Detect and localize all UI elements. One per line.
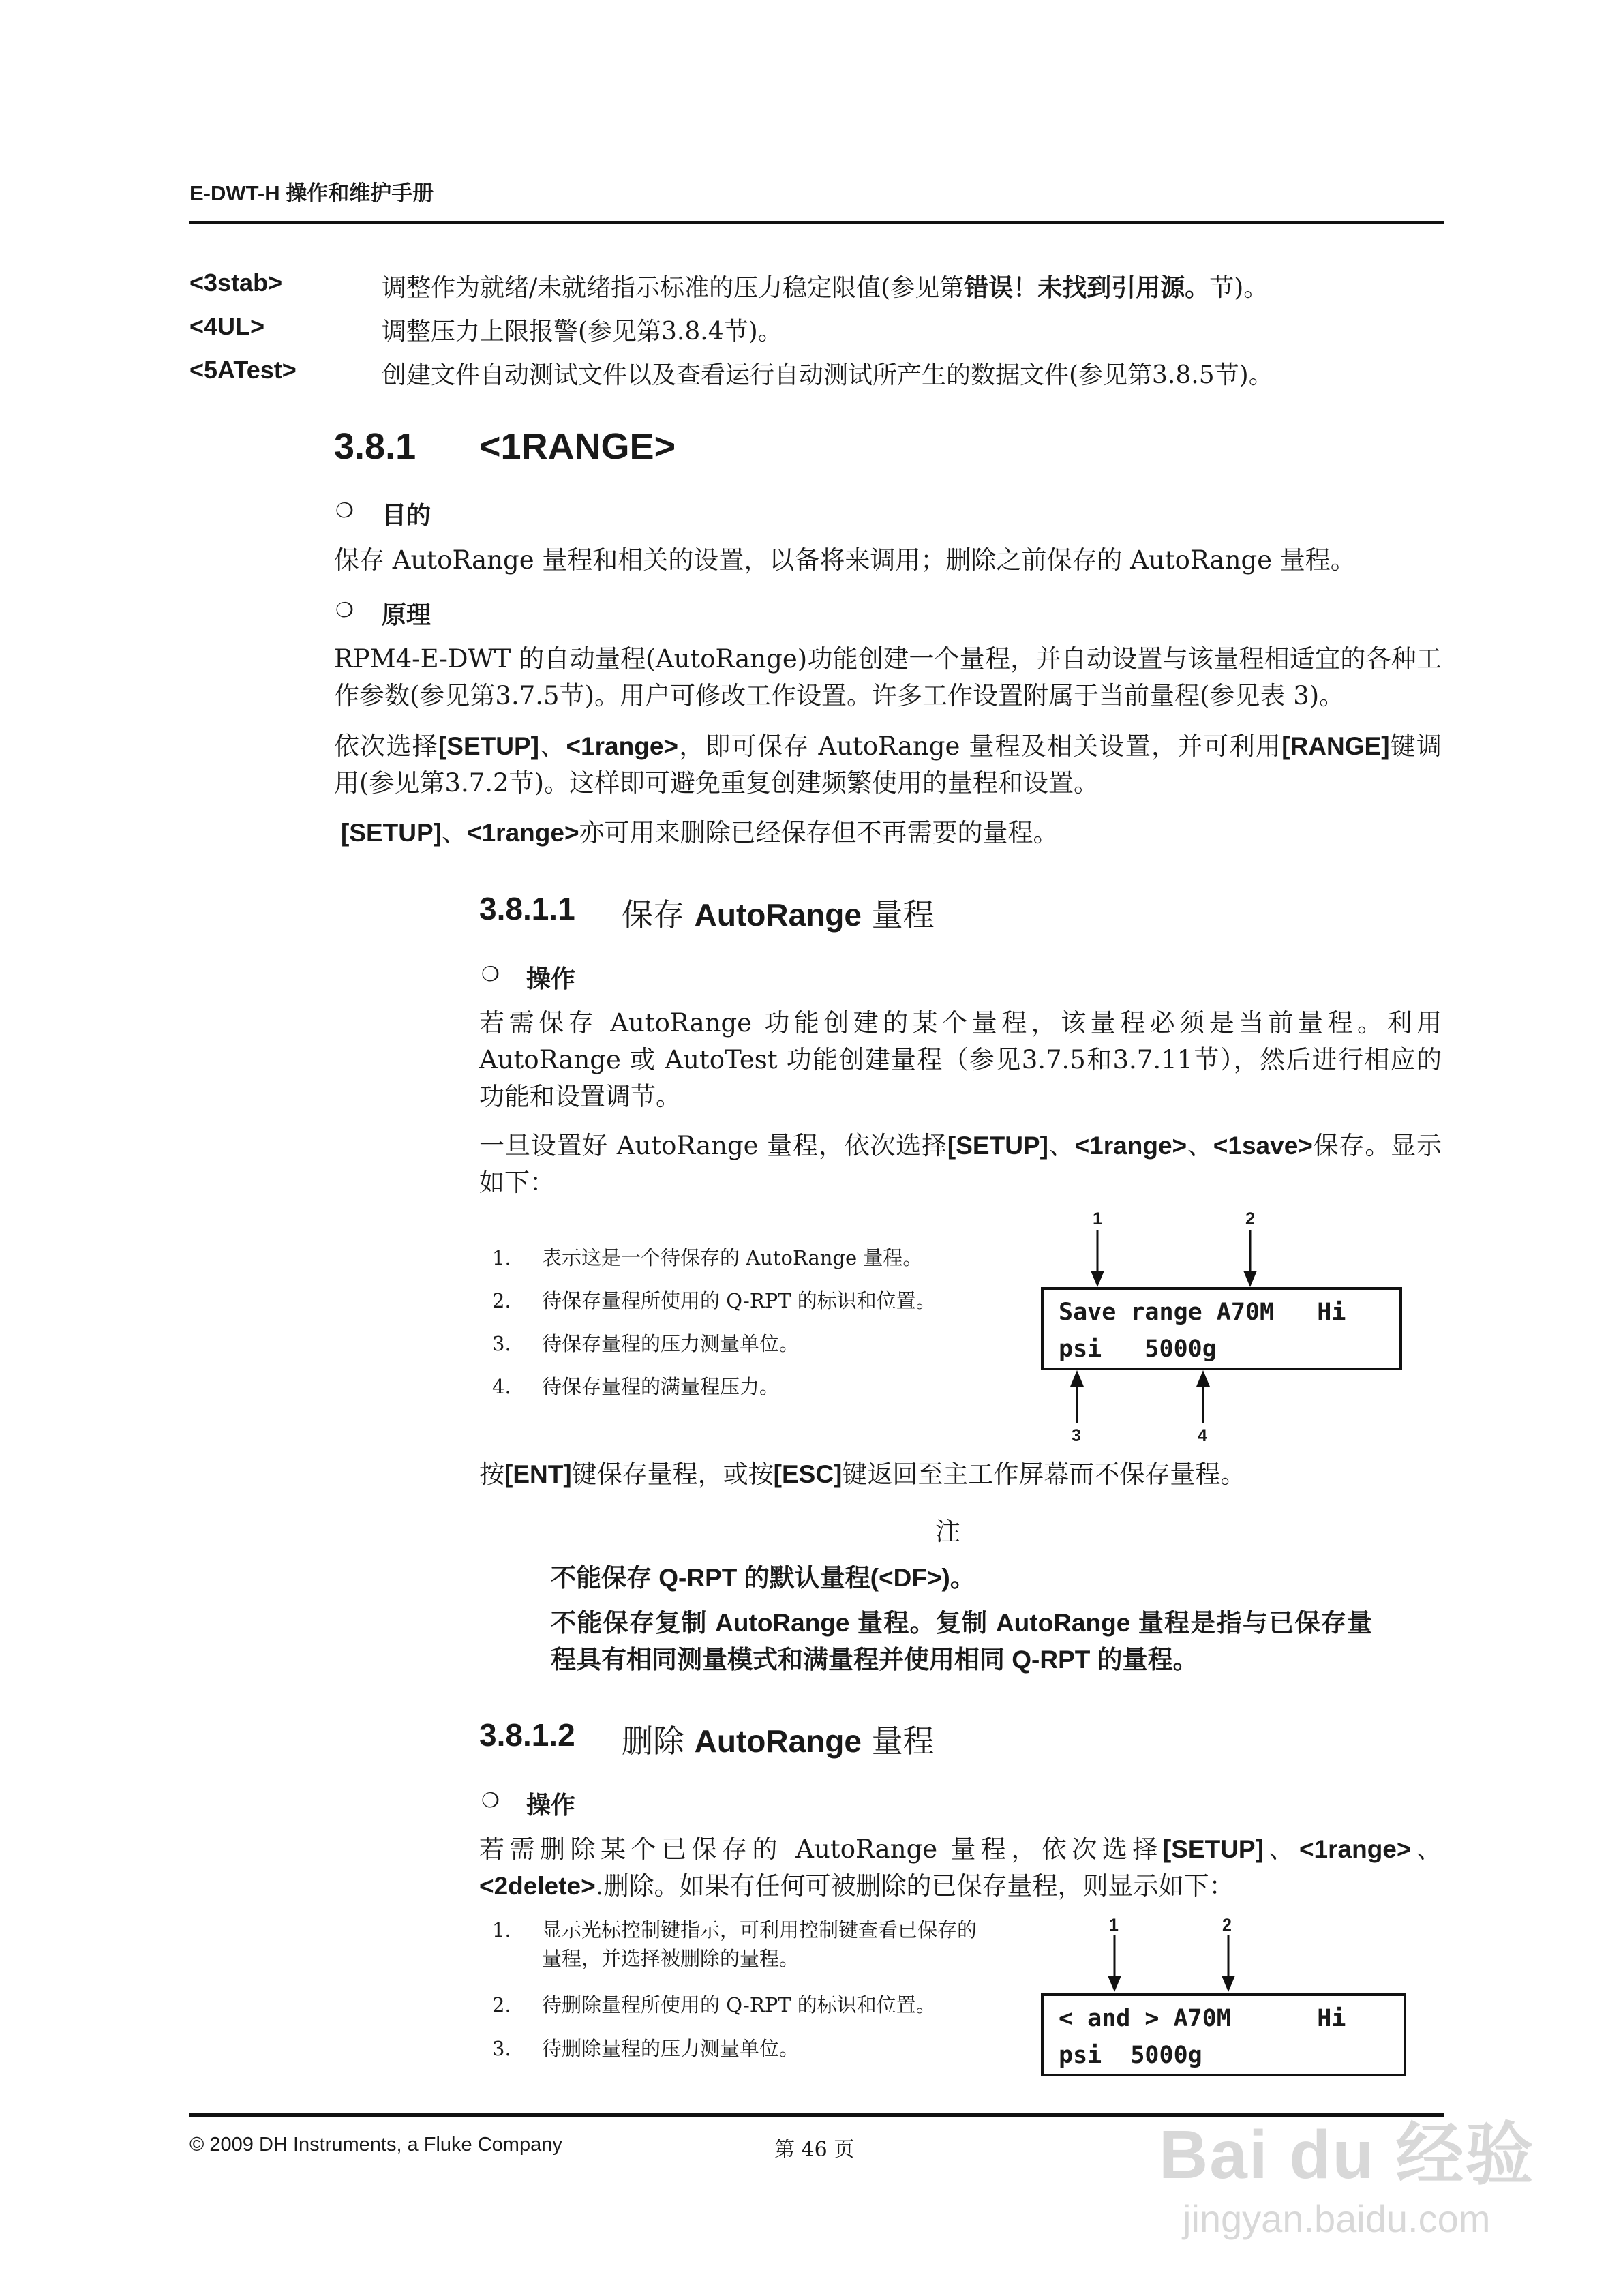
list-number: 3. <box>492 1332 511 1355</box>
circle-bullet-icon: ❍ <box>481 963 500 986</box>
running-header: E-DWT-H 操作和维护手册 <box>189 181 434 205</box>
def-key-4ul: <4UL> <box>189 312 265 340</box>
lcd-line-1: < and > A70M Hi <box>1059 2005 1346 2032</box>
section-title-381: <1RANGE> <box>479 426 676 467</box>
callout-arrows-top <box>1097 1935 1247 1993</box>
footer-copyright: © 2009 DH Instruments, a Fluke Company <box>189 2134 562 2156</box>
principle-paragraph-1: RPM4-E-DWT 的自动量程(AutoRange)功能创建一个量程，并自动设置与该量程相适宜的各种工作参数(参见第3.7.5节)。用户可修改工作设置。许多工作设置附属于当前量程(参见表 3)。 <box>334 644 1442 710</box>
list-number: 2. <box>492 1993 511 2016</box>
list-number: 4. <box>492 1375 511 1398</box>
delete-paragraph-1: 若需删除某个已保存的 AutoRange 量程，依次选择[SETUP]、<1range>、<2delete>.删除。如果有任何可被删除的已保存量程，则显示如下： <box>479 1834 1442 1901</box>
list-number: 1. <box>492 1246 511 1269</box>
save-paragraph-3: 按[ENT]键保存量程，或按[ESC]键返回至主工作屏幕而不保存量程。 <box>479 1460 1246 1489</box>
list-number: 1. <box>492 1918 511 1942</box>
section-title-3811: 保存 AutoRange 量程 <box>622 896 935 933</box>
footer-page-number: 第 46 页 <box>774 2138 855 2162</box>
list-number: 2. <box>492 1289 511 1312</box>
list-item: 待保存量程所使用的 Q-RPT 的标识和位置。 <box>542 1289 936 1312</box>
principle-label: 原理 <box>382 601 431 629</box>
def-text-3stab: 调整作为就绪/未就绪指示标准的压力稳定限值(参见第错误！未找到引用源。节)。 <box>382 273 1269 302</box>
callout-number: 2 <box>1222 1916 1232 1935</box>
def-text-4ul: 调整压力上限报警(参见第3.8.4节)。 <box>382 318 783 346</box>
purpose-text: 保存 AutoRange 量程和相关的设置，以备将来调用；删除之前保存的 AutoRange 量程。 <box>334 545 1356 575</box>
list-item: 显示光标控制键指示，可利用控制键查看已保存的量程，并选择被删除的量程。 <box>542 1918 977 1970</box>
list-item: 待保存量程的满量程压力。 <box>542 1375 780 1398</box>
lcd-display-save <box>1041 1287 1402 1370</box>
note-line-1: 不能保存 Q-RPT 的默认量程(<DF>)。 <box>551 1564 975 1592</box>
section-number-3812: 3.8.1.2 <box>479 1717 575 1753</box>
lcd-display-delete <box>1041 1993 1406 2076</box>
baidu-watermark-url: jingyan.baidu.com <box>1183 2197 1491 2240</box>
callout-arrows-top <box>1077 1230 1281 1288</box>
note-title: 注 <box>935 1517 960 1546</box>
lcd-line-1: Save range A70M Hi <box>1059 1299 1346 1326</box>
def-key-5atest: <5ATest> <box>189 356 297 384</box>
lcd-line-2: psi 5000g <box>1059 2042 1202 2069</box>
list-number: 3. <box>492 2037 511 2060</box>
operation-label-3812: 操作 <box>526 1791 576 1819</box>
callout-arrows-bottom <box>1063 1370 1227 1426</box>
list-item: 待保存量程的压力测量单位。 <box>542 1332 800 1355</box>
circle-bullet-icon: ❍ <box>481 1789 500 1813</box>
callout-number: 4 <box>1198 1426 1207 1445</box>
def-text-5atest: 创建文件自动测试文件以及查看运行自动测试所产生的数据文件(参见第3.8.5节)。 <box>382 361 1273 389</box>
principle-paragraph-3: [SETUP]、<1range>亦可用来删除已经保存但不再需要的量程。 <box>341 818 1059 847</box>
operation-label-3811: 操作 <box>526 965 576 993</box>
note-line-2: 不能保存复制 AutoRange 量程。复制 AutoRange 量程是指与已保存量程具有相同测量模式和满量程并使用相同 Q-RPT 的量程。 <box>551 1609 1372 1674</box>
purpose-label: 目的 <box>382 501 431 530</box>
save-paragraph-1: 若需保存 AutoRange 功能创建的某个量程，该量程必须是当前量程。利用 AutoRange 或 AutoTest 功能创建量程（参见3.7.5和3.7.11节），然后进行相应的功能和设置调节。 <box>479 1008 1442 1111</box>
def-key-3stab: <3stab> <box>189 269 283 297</box>
callout-number: 2 <box>1245 1209 1255 1228</box>
section-number-381: 3.8.1 <box>334 426 416 467</box>
circle-bullet-icon: ❍ <box>335 599 354 622</box>
list-item: 待删除量程的压力测量单位。 <box>542 2037 800 2060</box>
list-item: 表示这是一个待保存的 AutoRange 量程。 <box>542 1246 923 1269</box>
callout-number: 1 <box>1109 1916 1119 1935</box>
list-item: 待删除量程所使用的 Q-RPT 的标识和位置。 <box>542 1993 936 2016</box>
circle-bullet-icon: ❍ <box>335 499 354 523</box>
save-paragraph-2: 一旦设置好 AutoRange 量程，依次选择[SETUP]、<1range>、<1save>保存。显示如下： <box>479 1131 1442 1197</box>
callout-number: 1 <box>1093 1209 1102 1228</box>
principle-paragraph-2: 依次选择[SETUP]、<1range>，即可保存 AutoRange 量程及相关设置，并可利用[RANGE]键调用(参见第3.7.2节)。这样即可避免重复创建频繁使用的量程和设置。 <box>334 731 1442 798</box>
callout-number: 3 <box>1072 1426 1081 1445</box>
section-number-3811: 3.8.1.1 <box>479 891 575 926</box>
section-title-3812: 删除 AutoRange 量程 <box>622 1723 935 1759</box>
header-rule <box>189 221 1444 224</box>
baidu-watermark-logo: Bai du 经验 <box>1159 2117 1535 2193</box>
lcd-line-2: psi 5000g <box>1059 1335 1217 1363</box>
